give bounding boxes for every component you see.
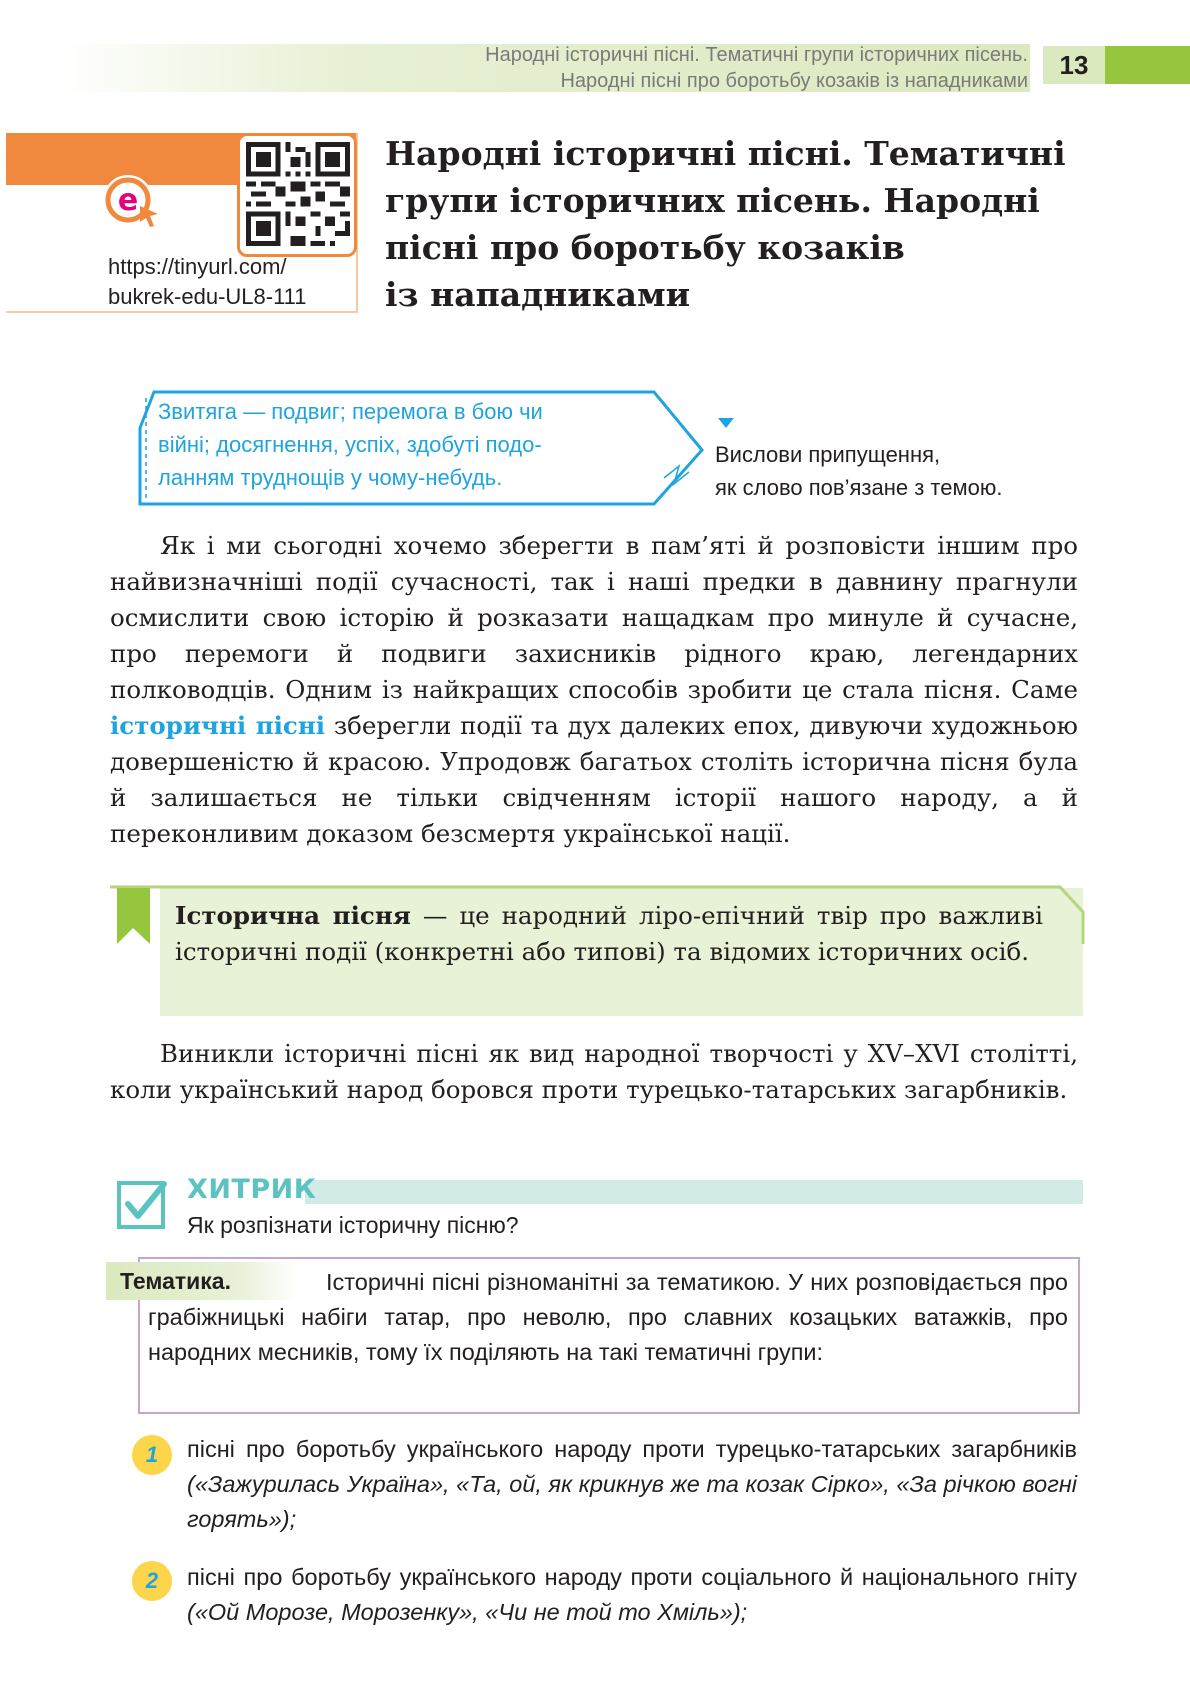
hint-question: Як розпізнати історичну пісню? [187,1212,519,1238]
vocab-line3: ланням труднощів у чому-небудь. [158,465,503,490]
page-number: 13 [1043,46,1105,84]
list-item-examples: («Зажурилась Україна», «Та, ой, як крикнув же та козак Сірко», «За річкою вогні горять»); [187,1471,1077,1532]
page-title-line3: пісні про боротьбу козаків [385,228,905,267]
running-header-line2: Народні пісні про боротьбу козаків із нападниками [560,70,1028,92]
eresource-link[interactable] [108,252,353,312]
running-header [228,42,1028,94]
vocab-line2: війні; досягнення, успіх, здобуті подо- [158,432,542,457]
eresource-link-line1[interactable]: https://tinyurl.com/ [108,254,287,279]
bookmark-icon [117,888,150,944]
qr-code[interactable] [246,141,350,247]
page-title-line1: Народні історичні пісні. Тематичні [385,134,1066,173]
list-item [187,1432,1077,1537]
intro-text-end: зберегли події та дух далеких епох, дивуючи художньою довершеністю й красою. Упродовж багатьох століть історична пісня була й залишається не тільки свідченням історії нашого народу, а й переконливим доказом безсмертя української нації. [110,711,1078,848]
origin-text: Виникли історичні пісні як вид народної творчості у XV–XVI столітті, коли український народ боровся проти турецько-татарських загарбників. [110,1039,1078,1104]
list-item-text: пісні про боротьбу українського народу проти соціального й національного гніту [187,1564,1077,1590]
theme-text [148,1265,1068,1370]
key-term-highlight: історичні пісні [110,711,326,740]
vocab-prompt-line2: як слово пов’язане з темою. [715,475,1003,500]
list-number-badge: 2 [132,1561,172,1601]
intro-text-start: Як і ми сьогодні хочемо зберегти в пам’яті й розповісти іншим про найвизначніші події сучасності, так і наші предки в давнину прагнули осмислити свою історію й розказати нащадкам про минуле й сучасне, про перемоги й подвиги захисників рідного краю, легендарних полководців. Одним із найкращих способів зробити це стала пісня. Саме [110,531,1078,704]
checkmark-icon [116,1178,168,1230]
hint-label: ХИТРИК [187,1174,317,1205]
definition-text [175,898,1043,970]
intro-paragraph [110,528,1078,852]
list-item [187,1560,1077,1630]
vocab-prompt-line1: Вислови припущення, [715,442,941,467]
list-item-examples: («Ой Морозе, Морозенку», «Чи не той то Хміль»); [187,1599,748,1625]
definition-term: Історична пісня [175,901,411,930]
origin-paragraph [110,1036,1078,1108]
hint-bar [305,1180,1083,1204]
svg-text:e: e [117,183,139,218]
theme-label: Тематика. [120,1268,231,1294]
vocab-line1: Звитяга — подвиг; перемога в бою чи [158,399,543,424]
page-title [385,130,1105,318]
list-number-badge: 1 [132,1435,172,1475]
definition-body: — це народний ліро-епічний твір про важливі історичні події (конкретні або типові) та відомих історичних осіб. [175,901,1043,966]
page-title-line2: групи історичних пісень. Народні [385,181,1040,220]
vocab-definition [158,395,663,494]
e-resource-icon[interactable] [100,170,162,232]
list-item-text: пісні про боротьбу українського народу проти турецько-татарських загарбників [187,1436,1077,1462]
page-title-line4: із нападниками [385,275,691,314]
theme-body: Історичні пісні різноманітні за тематикою. У них розповідається про грабіжницькі набіги татар, про неволю, про славних козацьких ватажків, про народних месників, тому їх поділяють на такі тематичні групи: [148,1269,1068,1365]
eresource-link-line2[interactable]: bukrek-edu-UL8-111 [108,284,307,309]
vocab-prompt [715,438,1095,504]
running-header-line1: Народні історичні пісні. Тематичні групи історичних пісень. [485,44,1028,66]
triangle-marker-icon [718,418,734,428]
